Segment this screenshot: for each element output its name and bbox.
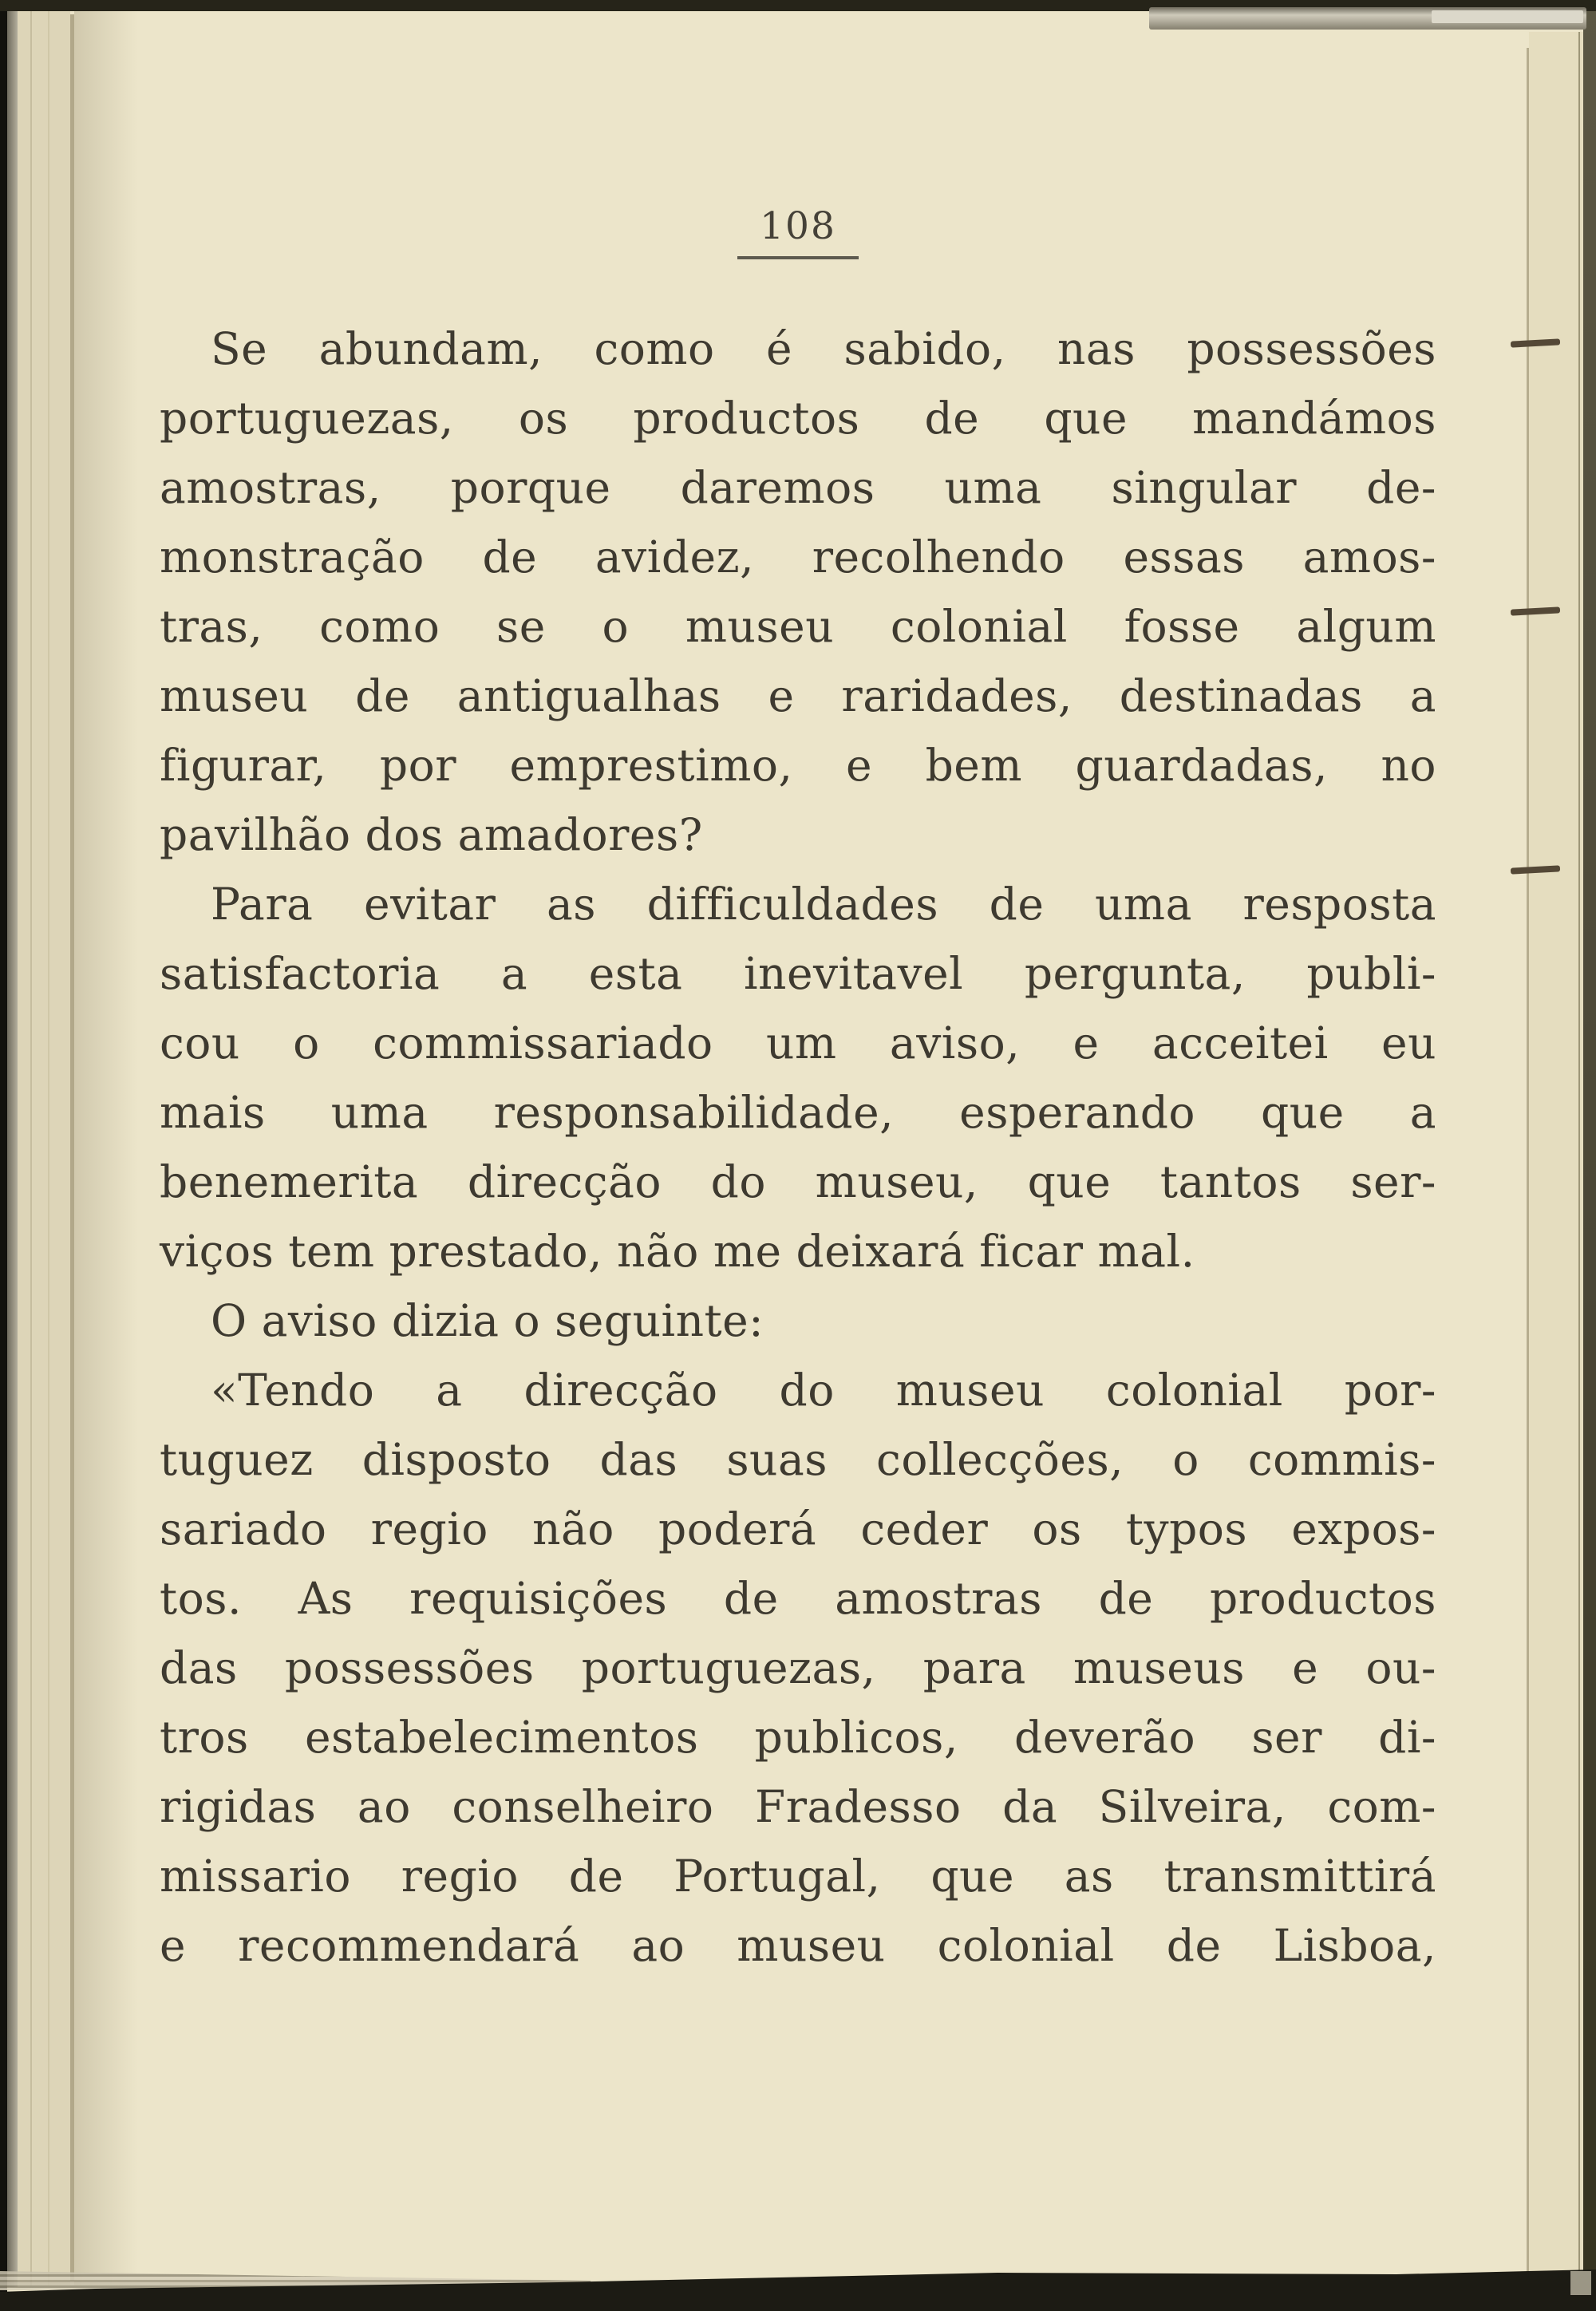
text-line: tras, como se o museu colonial fosse algum	[160, 601, 1436, 652]
book-fore-edge-band	[1583, 0, 1596, 2311]
text-line: O aviso dizia o seguinte:	[211, 1295, 764, 1346]
page-number: 108	[760, 204, 836, 248]
text-line: missario regio de Portugal, que as transmittirá	[160, 1851, 1436, 1902]
page-edge-line	[48, 11, 49, 2285]
text-line: tuguez disposto das suas collecções, o commis-	[160, 1434, 1436, 1485]
right-page-stack-edge	[1529, 32, 1583, 2290]
text-line: tros estabelecimentos publicos, deverão ser di-	[160, 1712, 1436, 1763]
text-line: portuguezas, os productos de que mandámos	[160, 393, 1436, 444]
text-line: Para evitar as difficuldades de uma resposta	[211, 879, 1436, 930]
text-line: cou o commissariado um aviso, e acceitei eu	[160, 1017, 1436, 1069]
text-line: tos. As requisições de amostras de productos	[160, 1573, 1436, 1624]
page-number-rule	[737, 256, 859, 259]
text-line: satisfactoria a esta inevitavel pergunta, publi-	[160, 948, 1436, 999]
gutter-inner-shadow	[74, 11, 138, 2285]
page-edge-line	[30, 11, 32, 2285]
text-line: sariado regio não poderá ceder os typos expos-	[160, 1503, 1436, 1554]
text-line: mais uma responsabilidade, esperando que a	[160, 1087, 1436, 1138]
book-gutter-shadow	[0, 0, 7, 2311]
text-line: das possessões portuguezas, para museus e ou-	[160, 1642, 1436, 1693]
text-line: benemerita direcção do museu, que tantos ser-	[160, 1156, 1436, 1207]
page-text	[160, 314, 1436, 1981]
top-page-stack-highlight	[1432, 10, 1583, 23]
text-line: figurar, por emprestimo, e bem guardadas, no	[160, 740, 1436, 791]
text-line: viços tem prestado, não me deixará ficar mal.	[160, 1226, 1195, 1277]
left-page-stack-edge	[18, 11, 70, 2285]
page-edge-line	[1578, 32, 1580, 2290]
text-line: «Tendo a direcção do museu colonial por-	[211, 1365, 1436, 1416]
text-line: e recommendará ao museu colonial de Lisboa,	[160, 1920, 1436, 1971]
text-line: monstração de avidez, recolhendo essas amos-	[160, 531, 1436, 583]
text-line: museu de antigualhas e raridades, destinadas a	[160, 670, 1436, 721]
bottom-right-page-corner	[1570, 2271, 1591, 2295]
text-line: Se abundam, como é sabido, nas possessões	[211, 323, 1436, 374]
text-line: rigidas ao conselheiro Fradesso da Silveira, com-	[160, 1781, 1436, 1832]
page-header	[160, 204, 1436, 259]
book-gutter-pages	[7, 0, 18, 2287]
text-line: pavilhão dos amadores?	[160, 809, 703, 860]
text-line: amostras, porque daremos uma singular de-	[160, 462, 1436, 513]
book-bottom-edge	[0, 2265, 1596, 2311]
